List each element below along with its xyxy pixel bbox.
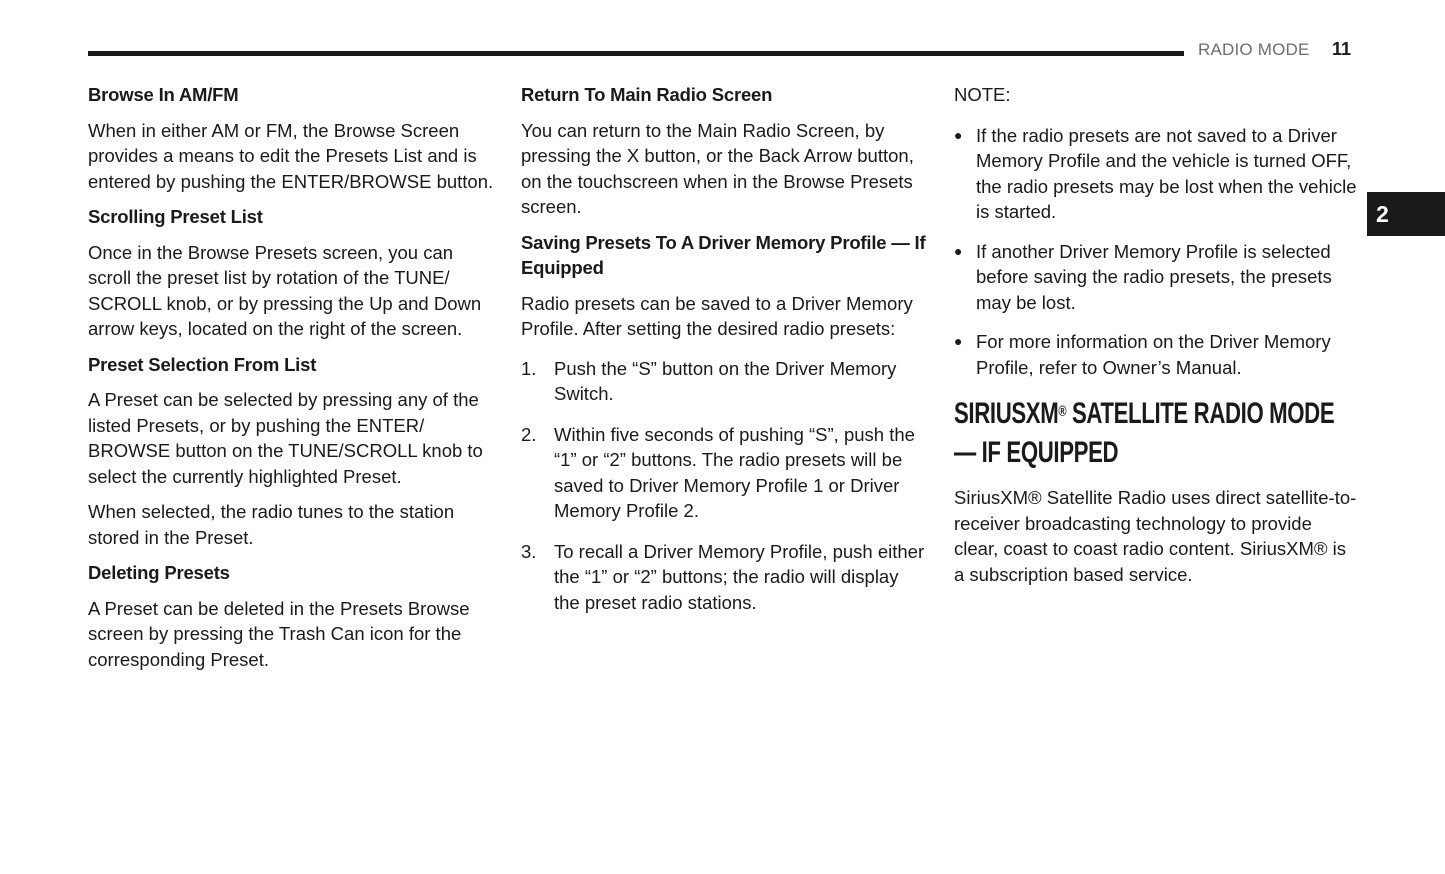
deleting-heading: Deleting Presets (88, 562, 230, 583)
step-number: 2. (521, 423, 537, 445)
step-text: Within five seconds of pushing “S”, push the “1” or “2” buttons. The radio presets will be saved to Driver Memory Profile 1 or Driver Memory Profile 2. (554, 423, 915, 521)
list-item (954, 329, 1359, 380)
list-item (954, 123, 1359, 225)
selection-heading: Preset Selection From List (88, 353, 317, 375)
column-left (88, 82, 496, 682)
selected-text: When selected, the radio tunes to the station stored in the Preset. (88, 501, 455, 548)
bullet-icon: ● (954, 242, 963, 259)
list-item (521, 539, 926, 616)
saving-text: Radio presets can be saved to a Driver Memory Profile. After setting the desired radio presets: (521, 292, 913, 339)
list-item (521, 422, 926, 524)
return-heading: Return To Main Radio Screen (521, 84, 773, 105)
section-label: RADIO MODE (1198, 40, 1310, 59)
deleting-text: A Preset can be deleted in the Presets Browse screen by pressing the Trash Can icon for the corresponding Preset. (88, 597, 470, 670)
notes-list (954, 123, 1359, 381)
page-number: 11 (1332, 39, 1352, 59)
browse-heading: Browse In AM/FM (88, 84, 239, 105)
column-middle (521, 82, 926, 630)
note-text: For more information on the Driver Memory Profile, refer to Owner’s Manual. (976, 331, 1331, 378)
section-title (954, 394, 1354, 472)
step-number: 3. (521, 540, 537, 562)
note-text: If the radio presets are not saved to a Driver Memory Profile and the vehicle is turned OFF, the radio presets may be lost when the vehicle is started. (976, 124, 1357, 222)
bullet-icon: ● (954, 126, 963, 143)
selection-text: A Preset can be selected by pressing any of the listed Presets, or by pushing the ENTER/ BROWSE button on the TUNE/SCROLL knob to select the currently highlighted Preset. (88, 389, 483, 487)
saving-heading: Saving Presets To A Driver Memory Profile — If Equipped (521, 231, 926, 278)
bullet-icon: ● (954, 333, 963, 349)
steps-list (521, 356, 926, 616)
note-label: NOTE: (954, 84, 1011, 105)
list-item (521, 356, 926, 407)
header-rule (88, 51, 1184, 56)
title-part1: SIRIUSXM (954, 397, 1059, 430)
note-text: If another Driver Memory Profile is selected before saving the radio presets, the presets may be lost. (976, 240, 1332, 313)
scrolling-heading: Scrolling Preset List (88, 206, 263, 227)
registered-mark: ® (1058, 403, 1067, 420)
browse-text: When in either AM or FM, the Browse Screen provides a means to edit the Presets List and is entered by pushing the ENTER/BROWSE button. (88, 119, 494, 192)
step-text: Push the “S” button on the Driver Memory Switch. (554, 357, 897, 404)
step-number: 1. (521, 357, 537, 379)
scrolling-text: Once in the Browse Presets screen, you can scroll the preset list by rotation of the TUNE/ SCROLL knob, or by pressing the Up and Down arrow keys, located on the right of the screen. (88, 241, 482, 339)
return-text: You can return to the Main Radio Screen, by pressing the X button, or the Back Arrow button, on the touchscreen when in the Browse Presets screen. (521, 119, 914, 217)
column-right (954, 82, 1359, 597)
sirius-text: SiriusXM® Satellite Radio uses direct satellite-to-receiver broadcasting technology to provide clear, coast to coast radio content. SiriusXM® is a subscription based service. (954, 487, 1357, 585)
title-part2: SATELLITE RADIO MODE — IF EQUIPPED (954, 397, 1335, 469)
list-item (954, 239, 1359, 316)
chapter-tab[interactable]: 2 (1367, 192, 1445, 236)
step-text: To recall a Driver Memory Profile, push either the “1” or “2” buttons; the radio will display the preset radio stations. (554, 540, 925, 613)
